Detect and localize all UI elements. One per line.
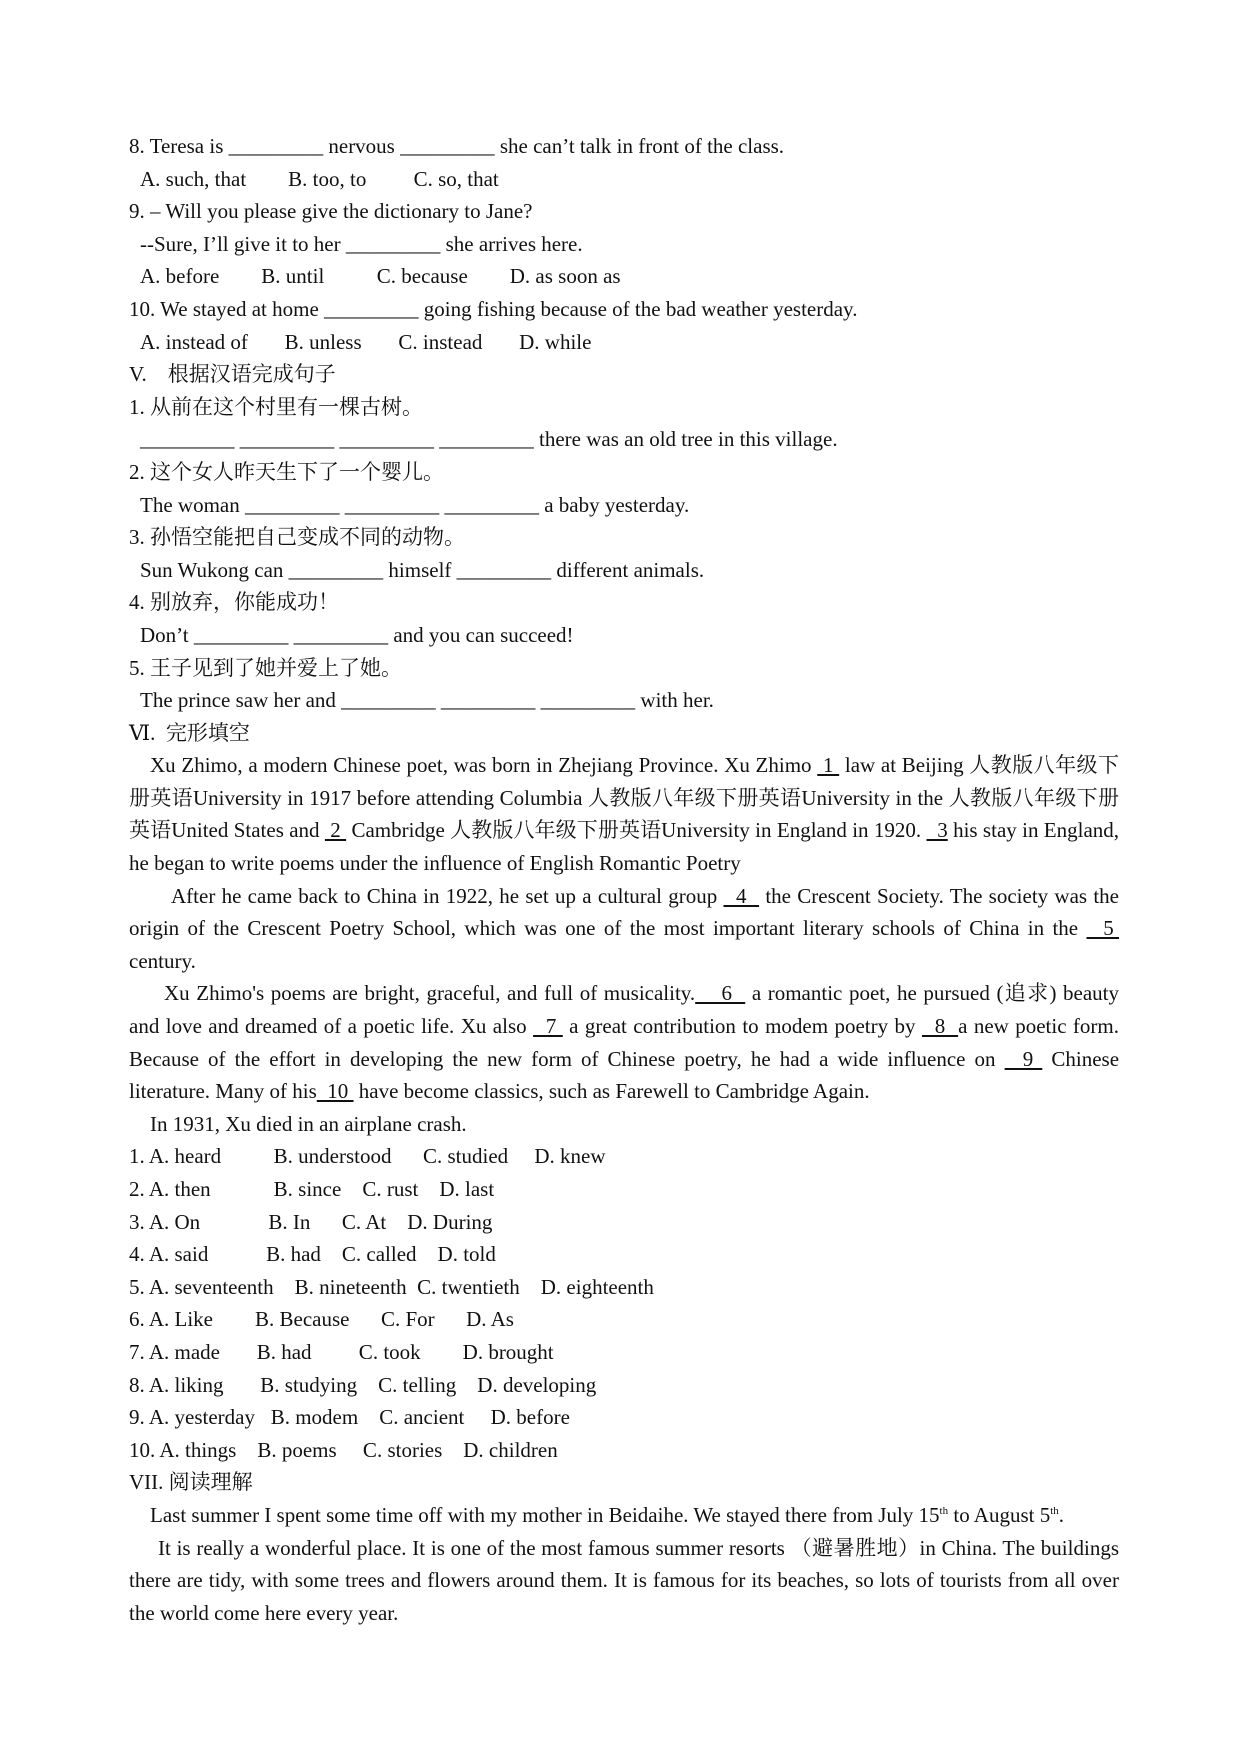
reading-p1-text-b: to August 5 xyxy=(948,1502,1051,1527)
p1-text-c: law at Beijing 人教版八年级下册英语University in 1917 before attending Columbia 人教版八年级下册英语University in the 人教版八年级下册英语United States and xyxy=(129,753,1119,843)
cloze-choice-7: 7. A. made B. had C. took D. brought xyxy=(129,1339,554,1364)
p3-text-d: a new poetic form. Because of the effort in developing the new form of Chinese poetry, he had a wide influence on xyxy=(129,1014,1120,1071)
cloze-blank-4: 4 xyxy=(723,883,760,908)
cloze-choice-4: 4. A. said B. had C. called D. told xyxy=(129,1242,496,1267)
p3-text-f: have become classics, such as Farewell to Cambridge Again. xyxy=(353,1079,870,1104)
p1-text-e: his stay in England, he began to write poems under the influence of English Romantic Poetry xyxy=(129,818,1120,876)
s5-item-2-english: The woman _________ _________ _________ a baby yesterday. xyxy=(140,492,690,517)
p1-text-a: Xu Zhimo, a modern Chinese poet, was born in Zhejiang Province. Xu Zhimo xyxy=(150,753,818,778)
ordinal-suffix-2: th xyxy=(1050,1504,1059,1517)
cloze-blank-6: 6 xyxy=(695,981,746,1006)
p2-text-a: After he came back to China in 1922, he set up a cultural group xyxy=(171,883,724,908)
cloze-paragraph-4: In 1931, Xu died in an airplane crash. xyxy=(150,1111,467,1136)
cloze-choice-1: 1. A. heard B. understood C. studied D. knew xyxy=(129,1144,606,1169)
p3-text-e: Chinese literature. Many of his xyxy=(129,1046,1120,1104)
s5-item-1-english: _________ _________ _________ _________ there was an old tree in this village. xyxy=(140,427,838,452)
cloze-choice-10: 10. A. things B. poems C. stories D. children xyxy=(129,1437,558,1462)
question-9-reply: --Sure, I’ll give it to her _________ she arrives here. xyxy=(140,231,583,256)
cloze-paragraph-1 xyxy=(129,749,1119,879)
s5-item-5-chinese: 5. 王子见到了她并爱上了她。 xyxy=(129,655,402,680)
question-10-options: A. instead of B. unless C. instead D. while xyxy=(140,329,592,354)
cloze-blank-2: 2 xyxy=(324,818,347,843)
s5-item-3-english: Sun Wukong can _________ himself _________ different animals. xyxy=(140,557,705,582)
cloze-blank-8: 8 xyxy=(921,1014,959,1039)
p3-text-b: a romantic poet, he pursued (追求) beauty and love and dreamed of a poetic life. Xu also xyxy=(129,981,1120,1039)
p2-text-b: the Crescent Society. The society was the origin of the Crescent Poetry School, which was one of the most important literary schools of China in the xyxy=(129,883,1119,941)
cloze-blank-7: 7 xyxy=(533,1014,563,1039)
question-8: 8. Teresa is _________ nervous _________ she can’t talk in front of the class. xyxy=(129,134,785,158)
s5-item-4-chinese: 4. 别放弃，你能成功！ xyxy=(129,590,339,615)
s5-item-3-chinese: 3. 孙悟空能把自己变成不同的动物。 xyxy=(129,525,465,550)
cloze-choice-5: 5. A. seventeenth B. nineteenth C. twentieth D. eighteenth xyxy=(129,1274,654,1299)
reading-p1-text-a: Last summer I spent some time off with my mother in Beidaihe. We stayed there from July 15 xyxy=(150,1502,940,1527)
cloze-blank-10: 10 xyxy=(316,1079,354,1104)
s5-item-2-chinese: 2. 这个女人昨天生下了一个婴儿。 xyxy=(129,459,444,484)
section-7-heading: VII. 阅读理解 xyxy=(129,1470,253,1495)
question-9: 9. – Will you please give the dictionary to Jane? xyxy=(129,199,533,224)
p1-text-d: Cambridge 人教版八年级下册英语University in England in 1920. xyxy=(346,818,927,843)
cloze-blank-1: 1 xyxy=(817,753,840,778)
cloze-choice-3: 3. A. On B. In C. At D. During xyxy=(129,1209,493,1234)
s5-item-4-english: Don’t _________ _________ and you can succeed! xyxy=(140,622,574,647)
cloze-choice-6: 6. A. Like B. Because C. For D. As xyxy=(129,1307,514,1332)
worksheet-page xyxy=(129,130,1119,1629)
p2-text-c: century. xyxy=(129,948,196,973)
cloze-paragraph-2 xyxy=(129,880,1119,978)
cloze-choice-2: 2. A. then B. since C. rust D. last xyxy=(129,1177,495,1201)
cloze-choice-9: 9. A. yesterday B. modem C. ancient D. before xyxy=(129,1405,570,1430)
cloze-blank-3: 3 xyxy=(926,818,948,843)
cloze-paragraph-3 xyxy=(129,977,1119,1107)
p3-text-c: a great contribution to modem poetry by xyxy=(562,1014,922,1039)
s5-item-1-chinese: 1. 从前在这个村里有一棵古树。 xyxy=(129,394,423,419)
question-8-options: A. such, that B. too, to C. so, that xyxy=(140,166,499,191)
p3-text-a: Xu Zhimo's poems are bright, graceful, and full of musicality. xyxy=(164,981,696,1006)
question-10: 10. We stayed at home _________ going fishing because of the bad weather yesterday. xyxy=(129,296,858,321)
reading-paragraph-2: It is really a wonderful place. It is one of the most famous summer resorts （避暑胜地）in China. The buildings there are tidy, with some trees and flowers around them. It is famous for its beaches, so lots of tourists from all over the world come here every year. xyxy=(129,1535,1119,1625)
cloze-blank-5: 5 xyxy=(1086,916,1119,941)
s5-item-5-english: The prince saw her and _________ _________ _________ with her. xyxy=(140,688,714,713)
reading-p1-text-c: . xyxy=(1058,1502,1065,1527)
ordinal-suffix-1: th xyxy=(939,1504,949,1517)
reading-paragraph-1 xyxy=(129,1499,1119,1532)
cloze-choice-8: 8. A. liking B. studying C. telling D. developing xyxy=(129,1372,597,1397)
question-9-options: A. before B. until C. because D. as soon as xyxy=(140,264,621,289)
section-5-heading: V. 根据汉语完成句子 xyxy=(129,362,336,387)
cloze-blank-9: 9 xyxy=(1004,1046,1043,1071)
section-6-heading: Ⅵ. 完形填空 xyxy=(129,720,250,745)
